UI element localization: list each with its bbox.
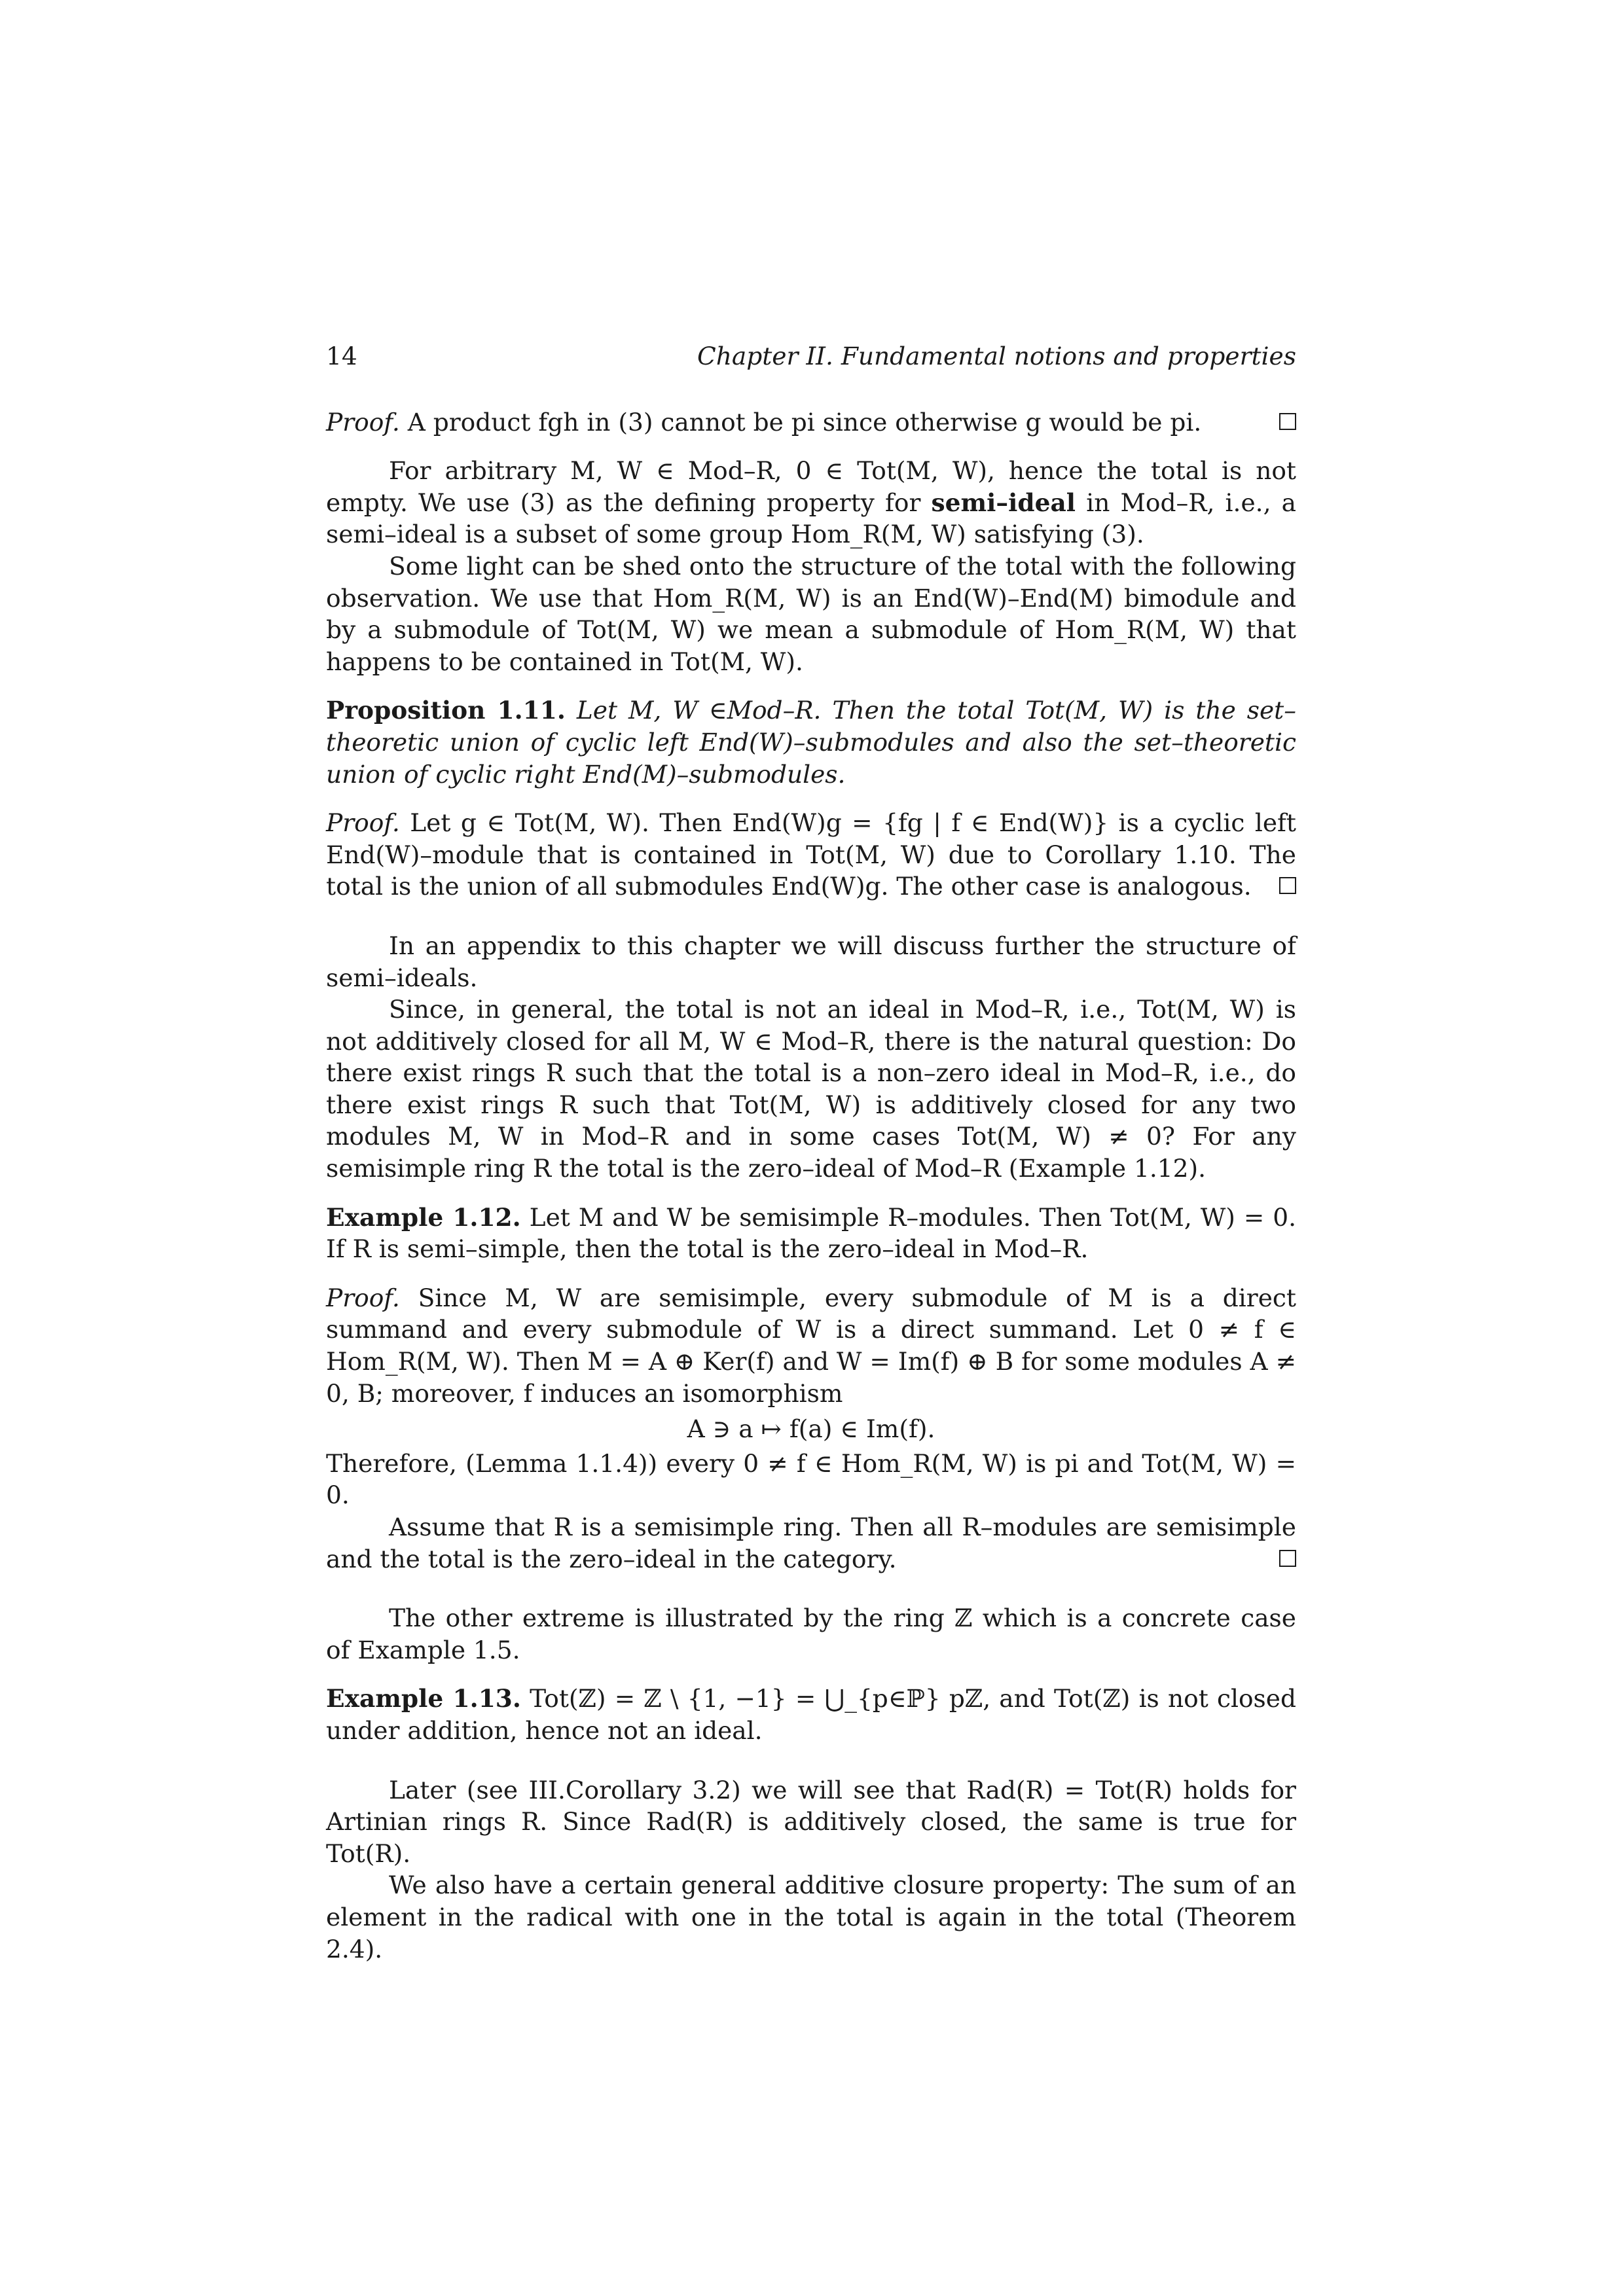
page-number: 14 bbox=[326, 342, 357, 370]
display-formula bbox=[326, 1413, 1296, 1445]
page-header bbox=[326, 340, 1296, 372]
paragraph-text: Let M and W be semisimple R–modules. Then Tot(M, W) = 0. If R is semi–simple, then the total is the zero–ideal in Mod–R. bbox=[326, 1202, 1297, 1264]
proof-paragraph bbox=[326, 406, 1296, 439]
paragraph-text: Tot(ℤ) = ℤ \ {1, −1} = ⋃_{p∈ℙ} pℤ, and Tot(ℤ) is not closed under addition, hence not an ideal. bbox=[326, 1684, 1296, 1745]
example-paragraph bbox=[326, 1683, 1296, 1746]
paragraph-text: Some light can be shed onto the structure of the total with the following observation. We use that Hom_R(M, W) is an End(W)–End(M) bimodule and by a submodule of Tot(M, W) we mean a submodule of Hom_R(M, W) that happens to be contained in Tot(M, W). bbox=[326, 551, 1296, 676]
paragraph bbox=[326, 1869, 1296, 1965]
paragraph bbox=[326, 1602, 1296, 1666]
paragraph bbox=[326, 1511, 1296, 1575]
defined-term: semi–ideal bbox=[931, 488, 1076, 517]
proof-label: Proof. bbox=[326, 808, 400, 838]
paragraph bbox=[326, 1774, 1296, 1870]
paragraph bbox=[326, 930, 1296, 994]
proposition-label: Proposition 1.11. bbox=[326, 696, 566, 725]
paragraph bbox=[326, 994, 1296, 1185]
paragraph-text: in Mod–R, i.e., a semi–ideal is a subset of some group Hom_R(M, W) satisfying (3). bbox=[326, 488, 1296, 549]
example-paragraph bbox=[326, 1202, 1296, 1265]
paragraph-text: A product fgh in (3) cannot be pi since otherwise g would be pi. bbox=[407, 407, 1202, 437]
proposition-text: Let M, W ∈Mod–R. Then the total Tot(M, W) is the set–theoretic union of cyclic left End(W)–submodules and also the set–theoretic union of cyclic right End(M)–submodules. bbox=[326, 696, 1297, 789]
proof-label: Proof. bbox=[326, 407, 400, 437]
example-label: Example 1.12. bbox=[326, 1202, 521, 1232]
paragraph-text: Assume that R is a semisimple ring. Then all R–modules are semisimple and the total is the zero–ideal in the category. bbox=[326, 1513, 1296, 1573]
proof-paragraph bbox=[326, 807, 1296, 903]
paragraph bbox=[326, 455, 1296, 550]
paragraph-text: Let g ∈ Tot(M, W). Then End(W)g = {fg | f ∈ End(W)} is a cyclic left End(W)–module that is contained in Tot(M, W) due to Corollary 1.10. The total is the union of all submodules End(W)g. The other case is analogous. bbox=[326, 808, 1297, 901]
proof-label: Proof. bbox=[326, 1283, 400, 1312]
running-head: Chapter II. Fundamental notions and properties bbox=[697, 342, 1296, 370]
qed-icon bbox=[1279, 877, 1296, 894]
paragraph-text: Later (see III.Corollary 3.2) we will see that Rad(R) = Tot(R) holds for Artinian rings R. Since Rad(R) is additively closed, the same is true for Tot(R). bbox=[326, 1775, 1296, 1868]
paragraph-text: The other extreme is illustrated by the ring ℤ which is a concrete case of Example 1.5. bbox=[326, 1604, 1296, 1664]
proposition-paragraph bbox=[326, 694, 1296, 790]
paragraph bbox=[326, 1448, 1296, 1511]
paragraph-text: For arbitrary M, W ∈ Mod–R, 0 ∈ Tot(M, W), hence the total is not empty. We use (3) as the defining property for bbox=[326, 456, 1296, 517]
proof-paragraph bbox=[326, 1282, 1296, 1409]
qed-icon bbox=[1279, 1550, 1296, 1567]
paragraph-text: Since M, W are semisimple, every submodule of M is a direct summand and every submodule of W is a direct summand. Let 0 ≠ f ∈ Hom_R(M, W). Then M = A ⊕ Ker(f) and W = Im(f) ⊕ B for some modules A ≠ 0, B; moreover, f induces an isomorphism bbox=[326, 1283, 1296, 1408]
paragraph-text: Therefore, (Lemma 1.1.4)) every 0 ≠ f ∈ Hom_R(M, W) is pi and Tot(M, W) = 0. bbox=[326, 1448, 1296, 1510]
formula-text: A ∋ a ↦ f(a) ∈ Im(f). bbox=[687, 1414, 935, 1444]
paragraph-text: Since, in general, the total is not an ideal in Mod–R, i.e., Tot(M, W) is not additively closed for all M, W ∈ Mod–R, there is the natural question: Do there exist rings R such that the total is a non–zero ideal in Mod–R, i.e., do there exist rings R such that Tot(M, W) is additively closed for any two modules M, W in Mod–R and in some cases Tot(M, W) ≠ 0? For any semisimple ring R the total is the zero–ideal of Mod–R (Example 1.12). bbox=[326, 995, 1296, 1183]
page-content bbox=[326, 340, 1296, 1965]
paragraph bbox=[326, 550, 1296, 677]
paragraph-text: In an appendix to this chapter we will discuss further the structure of semi–ideals. bbox=[326, 931, 1296, 992]
example-label: Example 1.13. bbox=[326, 1684, 521, 1713]
qed-icon bbox=[1279, 413, 1296, 430]
paragraph-text: We also have a certain general additive closure property: The sum of an element in the radical with one in the total is again in the total (Theorem 2.4). bbox=[326, 1871, 1296, 1964]
